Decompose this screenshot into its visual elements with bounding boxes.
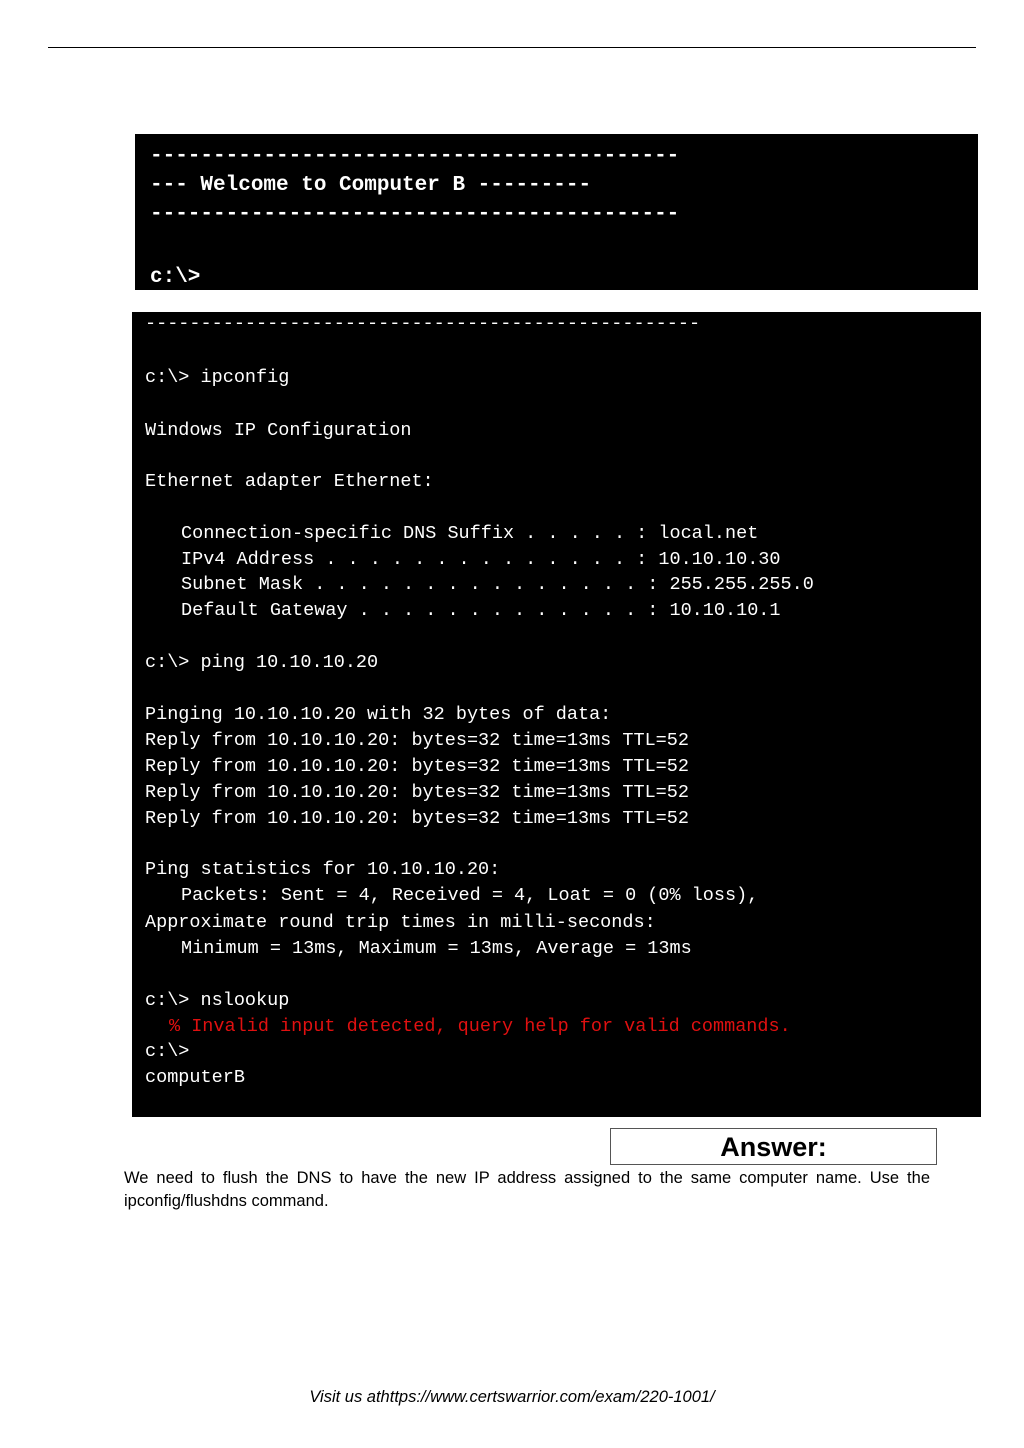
reply-line: Reply from 10.10.10.20: bytes=32 time=13ms TTL=52: [145, 808, 689, 829]
subnet-line: Subnet Mask . . . . . . . . . . . . . . . : 255.255.255.0: [181, 574, 814, 595]
adapter-line: Ethernet adapter Ethernet:: [145, 471, 434, 492]
ipv4-line: IPv4 Address . . . . . . . . . . . . . . : 10.10.10.30: [181, 549, 781, 570]
approx-line: Approximate round trip times in milli-seconds:: [145, 912, 656, 933]
win-ip-config: Windows IP Configuration: [145, 420, 412, 441]
computer-name-line: computerB: [145, 1067, 245, 1088]
reply-line: Reply from 10.10.10.20: bytes=32 time=13ms TTL=52: [145, 756, 689, 777]
packets-line: Packets: Sent = 4, Received = 4, Loat = 0 (0% loss),: [181, 885, 759, 906]
banner-prompt: c:\>: [150, 266, 201, 289]
reply-line: Reply from 10.10.10.20: bytes=32 time=13ms TTL=52: [145, 782, 689, 803]
rtt-line: Minimum = 13ms, Maximum = 13ms, Average = 13ms: [181, 938, 692, 959]
cmd-ping: c:\> ping 10.10.10.20: [145, 652, 379, 673]
cmd-ipconfig: c:\> ipconfig: [145, 367, 290, 388]
pinging-line: Pinging 10.10.10.20 with 32 bytes of data:: [145, 704, 612, 725]
answer-text: We need to flush the DNS to have the new IP address assigned to the same computer name. Use the ipconfig/flushdns command.: [124, 1169, 930, 1210]
dns-suffix-line: Connection-specific DNS Suffix . . . . . : local.net: [181, 523, 759, 544]
banner-rule-top: ------------------------------------------: [150, 145, 680, 168]
banner-welcome: --- Welcome to Computer B ---------: [150, 174, 592, 197]
computer-b-welcome-terminal: [135, 134, 978, 290]
cmd-nslookup: c:\> nslookup: [145, 990, 290, 1011]
footer-link-text: Visit us athttps://www.certswarrior.com/exam/220-1001/: [309, 1388, 715, 1406]
banner-rule-bottom: ------------------------------------------: [150, 203, 680, 226]
stats-header: Ping statistics for 10.10.10.20:: [145, 859, 501, 880]
terminal-prompt: c:\>: [145, 1041, 190, 1062]
command-output-terminal: [132, 312, 981, 1117]
terminal-rule: --------------------------------------------------: [145, 313, 701, 334]
header-rule: [48, 47, 976, 48]
answer-heading: Answer:: [610, 1128, 937, 1165]
gateway-line: Default Gateway . . . . . . . . . . . . . : 10.10.10.1: [181, 600, 781, 621]
error-line: % Invalid input detected, query help for valid commands.: [169, 1016, 791, 1037]
reply-line: Reply from 10.10.10.20: bytes=32 time=13ms TTL=52: [145, 730, 689, 751]
